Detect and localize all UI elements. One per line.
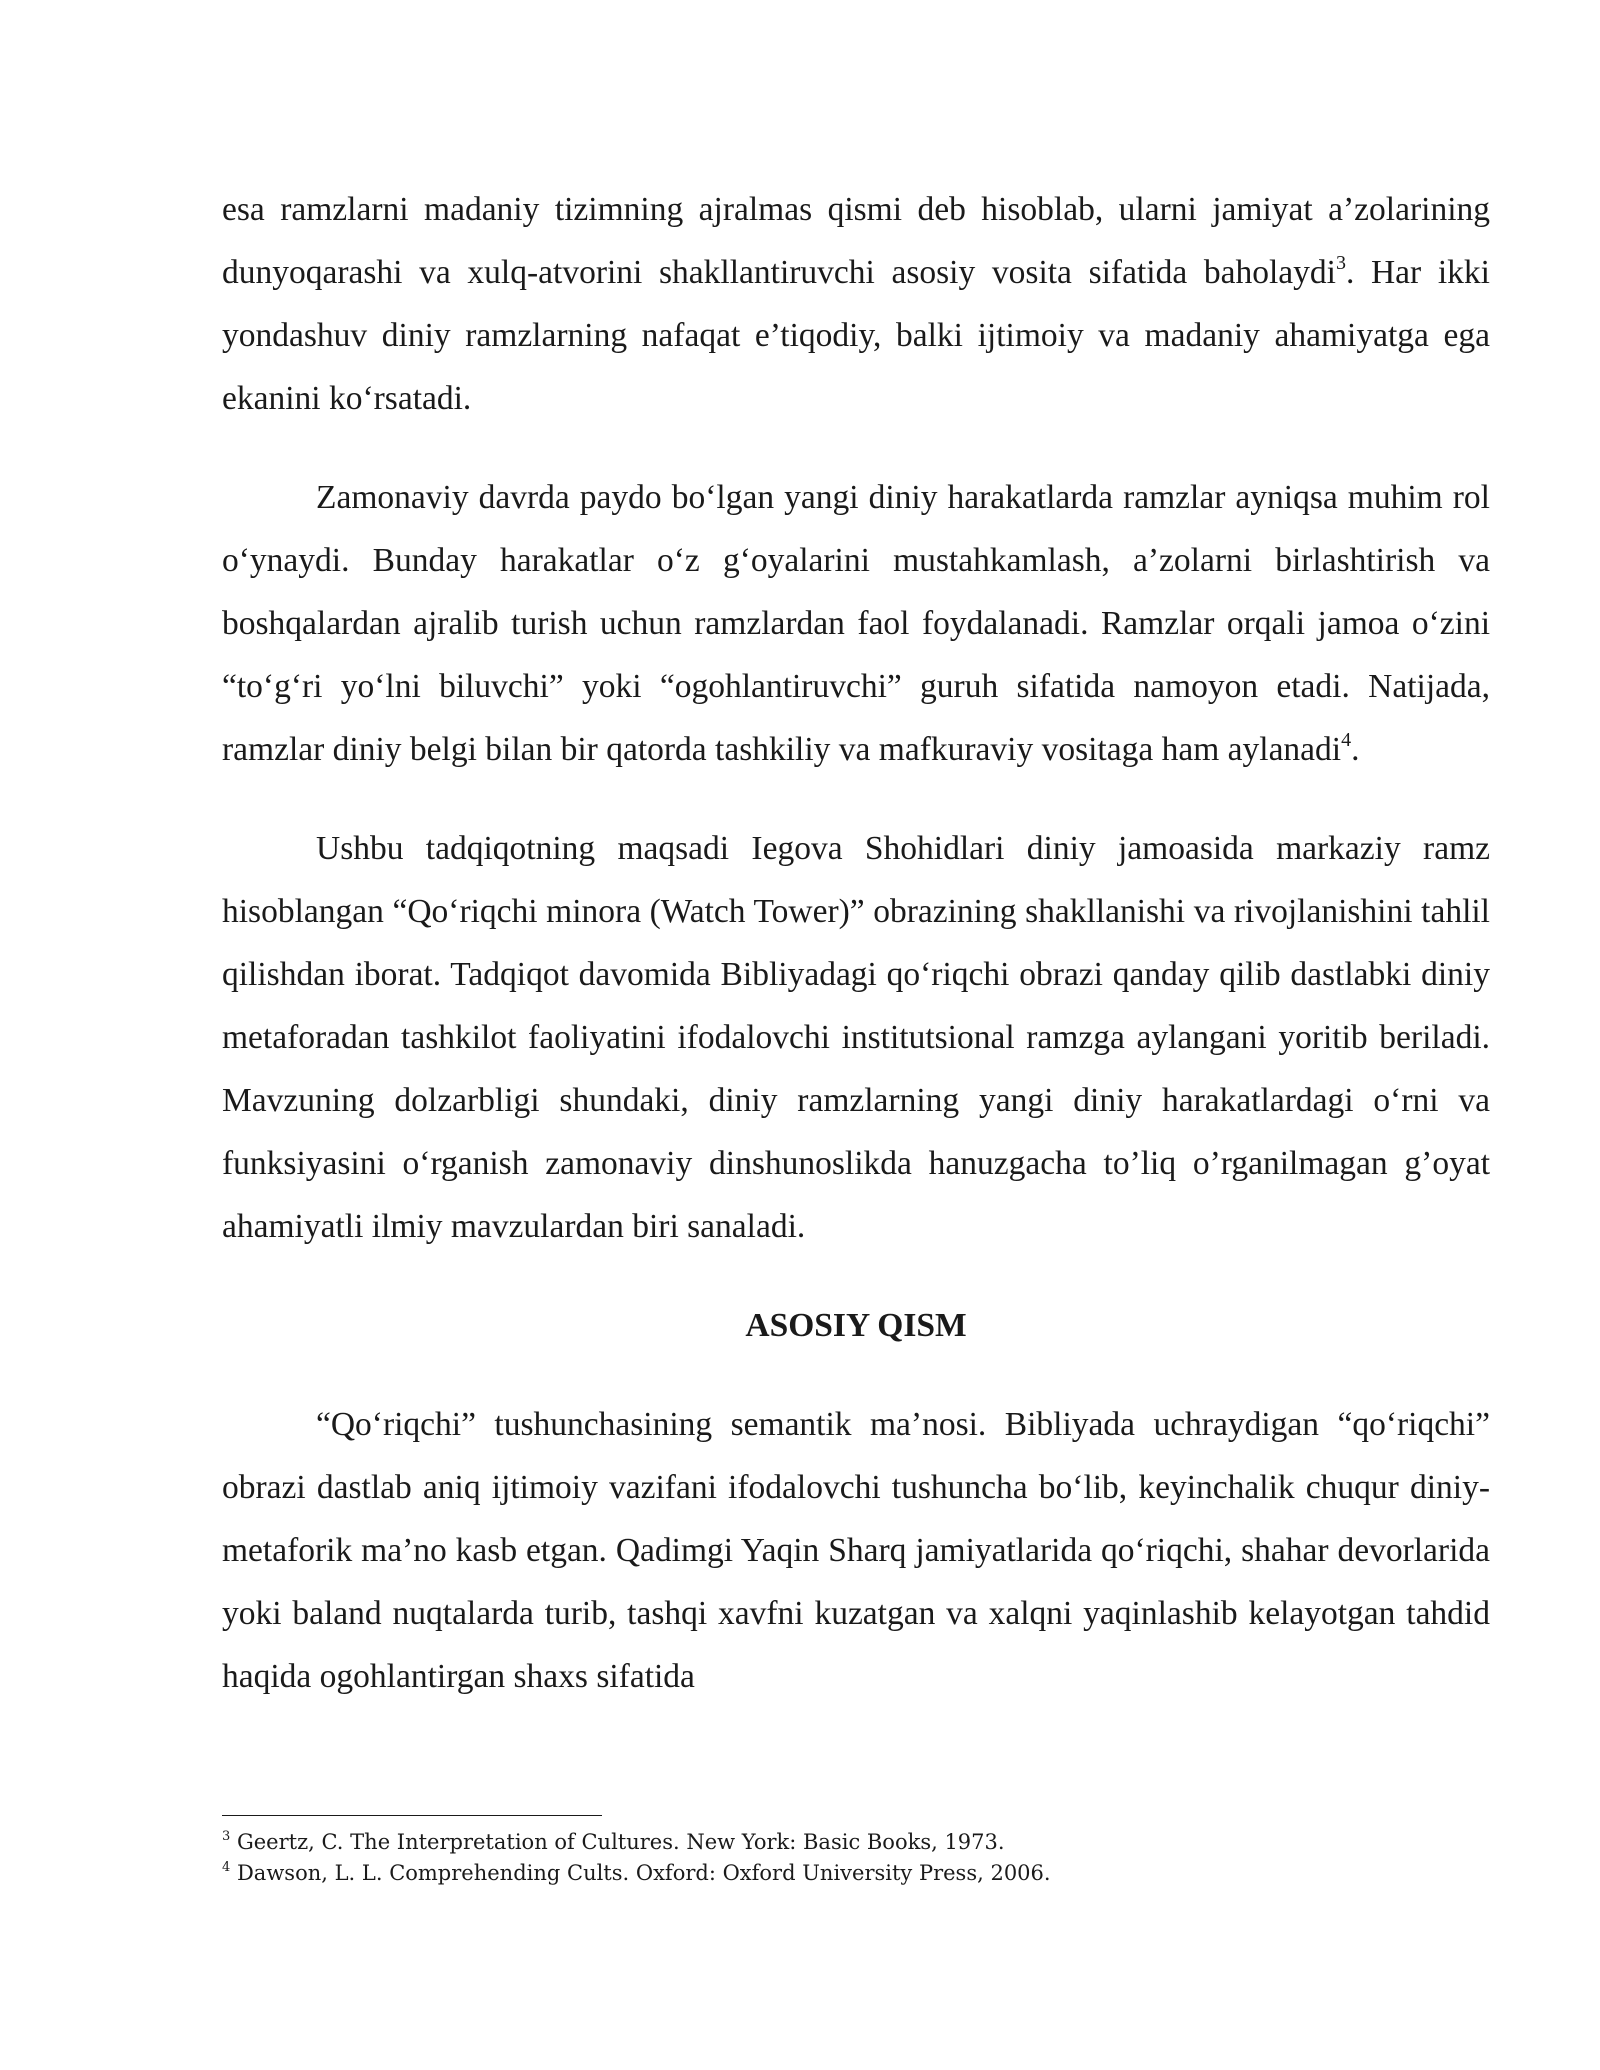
page-body: [222, 178, 1490, 1708]
paragraph-1-text-end: . Har ikki yondashuv diniy ramzlarning nafaqat e’tiqodiy, balki ijtimoiy va madaniy ahamiyatga ega ekanini koʻrsatadi.: [222, 254, 1490, 417]
footnote-separator: [222, 1815, 602, 1816]
footnote-ref-4[interactable]: 4: [1341, 728, 1352, 751]
section-heading: ASOSIY QISM: [745, 1307, 967, 1344]
paragraph-1: [222, 178, 1490, 430]
paragraph-2-text-end: .: [1351, 731, 1360, 768]
footnotes: [222, 1827, 1490, 1889]
footnote-3: [222, 1827, 1490, 1858]
footnote-number: 3: [222, 1829, 231, 1844]
paragraph-2-text: Zamonaviy davrda paydo boʻlgan yangi diniy harakatlarda ramzlar ayniqsa muhim rol oʻynaydi. Bunday harakatlar oʻz gʻoyalarini mustahkamlash, a’zolarni birlashtirish va boshqalardan ajralib turish uchun ramzlardan faol foydalanadi. Ramzlar orqali jamoa oʻzini “toʻgʻri yoʻlni biluvchi” yoki “ogohlantiruvchi” guruh sifatida namoyon etadi. Natijada, ramzlar diniy belgi bilan bir qatorda tashkiliy va mafkuraviy vositaga ham aylanadi: [222, 479, 1490, 768]
paragraph-gap: [222, 1258, 1490, 1294]
paragraph-gap: [222, 781, 1490, 817]
paragraph-gap: [222, 1357, 1490, 1393]
footnote-text: Dawson, L. L. Comprehending Cults. Oxford: Oxford University Press, 2006.: [236, 1861, 1051, 1885]
paragraph-4: “Qoʻriqchi” tushunchasining semantik ma’nosi. Bibliyada uchraydigan “qoʻriqchi” obrazi dastlab aniq ijtimoiy vazifani ifodalovchi tushuncha boʻlib, keyinchalik chuqur diniy-metaforik ma’no kasb etgan. Qadimgi Yaqin Sharq jamiyatlarida qoʻriqchi, shahar devorlarida yoki baland nuqtalarda turib, tashqi xavfni kuzatgan va xalqni yaqinlashib kelayotgan tahdid haqida ogohlantirgan shaxs sifatida: [222, 1406, 1490, 1695]
footnote-text: Geertz, C. The Interpretation of Cultures. New York: Basic Books, 1973.: [236, 1830, 1005, 1854]
paragraph-3: Ushbu tadqiqotning maqsadi Iegova Shohidlari diniy jamoasida markaziy ramz hisoblangan “Qoʻriqchi minora (Watch Tower)” obrazining shakllanishi va rivojlanishini tahlil qilishdan iborat. Tadqiqot davomida Bibliyadagi qoʻriqchi obrazi qanday qilib dastlabki diniy metaforadan tashkilot faoliyatini ifodalovchi institutsional ramzga aylangani yoritib beriladi. Mavzuning dolzarbligi shundaki, diniy ramzlarning yangi diniy harakatlardagi oʻrni va funksiyasini oʻrganish zamonaviy dinshunoslikda hanuzgacha to’liq o’rganilmagan g’oyat ahamiyatli ilmiy mavzulardan biri sanaladi.: [222, 830, 1490, 1245]
footnote-4: [222, 1858, 1490, 1889]
paragraph-gap: [222, 430, 1490, 466]
paragraph-1-text: esa ramzlarni madaniy tizimning ajralmas qismi deb hisoblab, ularni jamiyat a’zolarining dunyoqarashi va xulq-atvorini shakllantiruvchi asosiy vosita sifatida baholaydi: [222, 191, 1490, 291]
footnote-ref-3[interactable]: 3: [1335, 251, 1346, 274]
paragraph-2: [222, 466, 1490, 781]
footnote-number: 4: [222, 1860, 231, 1875]
